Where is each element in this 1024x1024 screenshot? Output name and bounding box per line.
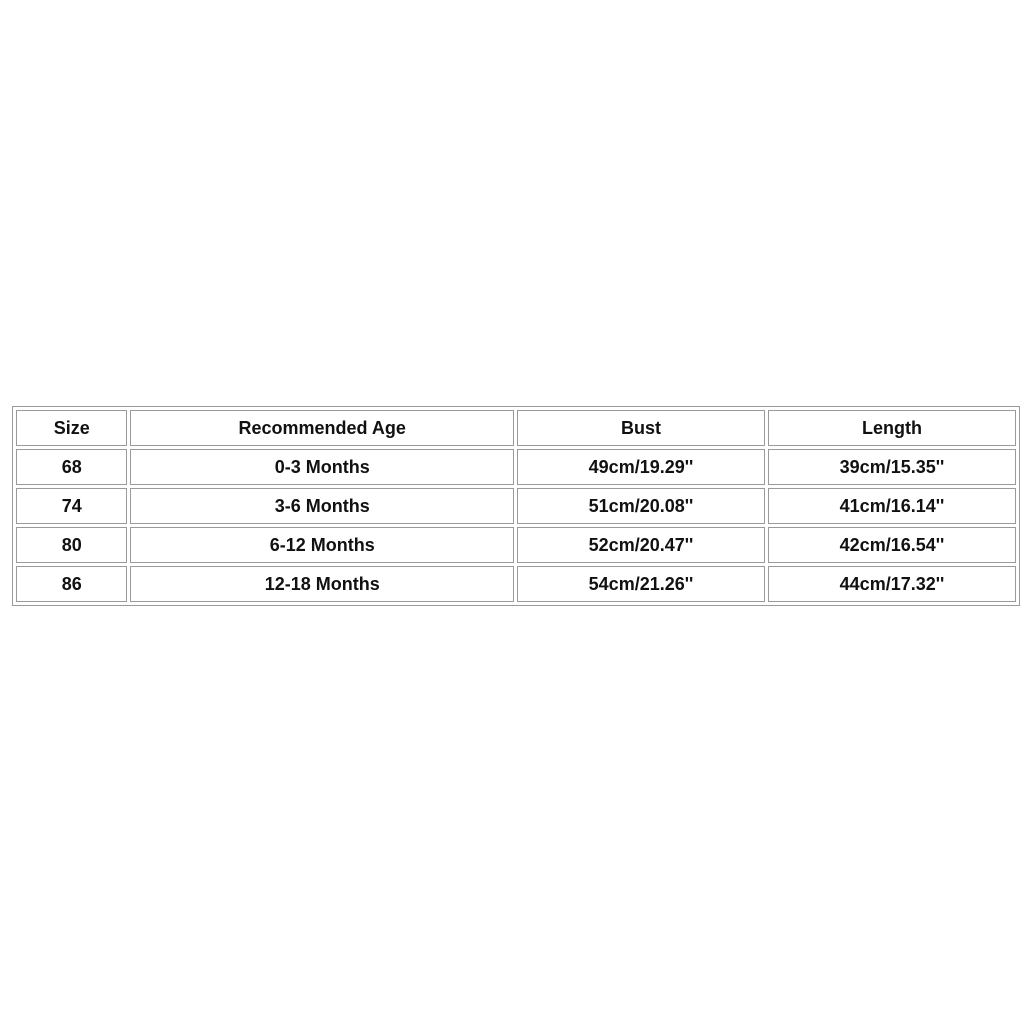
cell-bust: 51cm/20.08'' — [517, 488, 765, 524]
cell-recommended-age: 12-18 Months — [130, 566, 514, 602]
cell-recommended-age: 3-6 Months — [130, 488, 514, 524]
cell-length: 42cm/16.54'' — [768, 527, 1016, 563]
cell-size: 86 — [16, 566, 127, 602]
table-header-row — [16, 410, 1016, 446]
header-recommended-age: Recommended Age — [130, 410, 514, 446]
cell-bust: 54cm/21.26'' — [517, 566, 765, 602]
cell-length: 41cm/16.14'' — [768, 488, 1016, 524]
cell-size: 80 — [16, 527, 127, 563]
table-row — [16, 488, 1016, 524]
cell-recommended-age: 0-3 Months — [130, 449, 514, 485]
header-size: Size — [16, 410, 127, 446]
cell-length: 39cm/15.35'' — [768, 449, 1016, 485]
size-chart-table — [12, 406, 1020, 606]
cell-size: 74 — [16, 488, 127, 524]
table-row — [16, 449, 1016, 485]
cell-recommended-age: 6-12 Months — [130, 527, 514, 563]
header-length: Length — [768, 410, 1016, 446]
table-row — [16, 527, 1016, 563]
table-row — [16, 566, 1016, 602]
cell-length: 44cm/17.32'' — [768, 566, 1016, 602]
cell-bust: 52cm/20.47'' — [517, 527, 765, 563]
header-bust: Bust — [517, 410, 765, 446]
cell-bust: 49cm/19.29'' — [517, 449, 765, 485]
cell-size: 68 — [16, 449, 127, 485]
